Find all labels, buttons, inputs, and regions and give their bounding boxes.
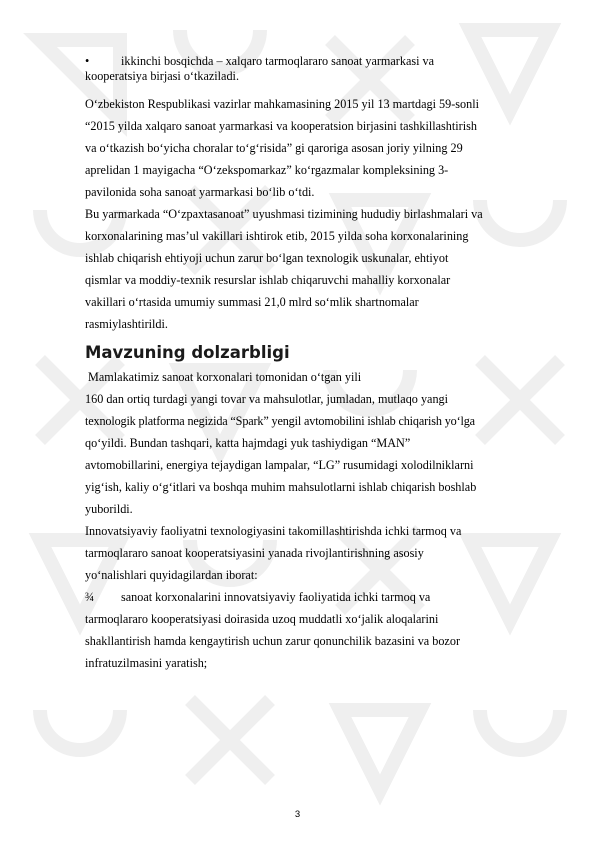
- paragraph-decree: [85, 93, 547, 203]
- bullet-list-item: [85, 54, 547, 69]
- paragraph-line: yuborildi.: [85, 502, 133, 516]
- paragraph-line: va o‘tkazish bo‘yicha choralar to‘g‘risida” gi qaroriga asosan joriy yilning 29: [85, 141, 463, 155]
- document-page: [85, 54, 547, 674]
- paragraph-line: yo‘nalishlari quyidagilardan iborat:: [85, 568, 258, 582]
- paragraph-line: korxonalarining mas’ul vakillari ishtirok etib, 2015 yilda soha korxonalarining: [85, 229, 469, 243]
- section-heading: Mavzuning dolzarbligi: [85, 343, 290, 362]
- paragraph-line: texnologik platforma negizida “Spark” yengil avtomobilini ishlab chiqarish yo‘lga: [85, 414, 475, 428]
- paragraph-line: Innovatsiyaviy faoliyatni texnologiyasini takomillashtirishda ichki tarmoq va: [85, 524, 462, 538]
- paragraph-line: pavilonida soha sanoat yarmarkasi bo‘lib o‘tdi.: [85, 185, 315, 199]
- paragraph-line: Mamlakatimiz sanoat korxonalari tomonidan o‘tgan yili: [85, 370, 362, 384]
- paragraph-line: qo‘yildi. Bundan tashqari, katta hajmdagi yuk tashiydigan “MAN”: [85, 436, 411, 450]
- list-text-line: shakllantirish hamda kengaytirish uchun zarur qonunchilik bazasini va bozor: [85, 634, 460, 648]
- list-marker: ¾: [85, 590, 95, 604]
- paragraph-line: “2015 yilda xalqaro sanoat yarmarkasi va kooperatsion birjasini tashkillashtirish: [85, 119, 477, 133]
- paragraph-relevance: [85, 366, 547, 520]
- page-number: 3: [294, 809, 301, 820]
- paragraph-line: tarmoqlararo sanoat kooperatsiyasini yanada rivojlantirishning asosiy: [85, 546, 424, 560]
- paragraph-line: qismlar va moddiy-texnik resurslar ishlab chiqaruvchi mahalliy korxonalar: [85, 273, 451, 287]
- paragraph-line: O‘zbekiston Respublikasi vazirlar mahkamasining 2015 yil 13 martdagi 59-sonli: [85, 97, 479, 111]
- paragraph-line: ishlab chiqarish ehtiyoji uchun zarur bo‘lgan texnologik uskunalar, ehtiyot: [85, 251, 449, 265]
- bullet-marker: •: [85, 54, 90, 68]
- paragraph-line: 160 dan ortiq turdagi yangi tovar va mahsulotlar, jumladan, mutlaqo yangi: [85, 392, 449, 406]
- list-text-line: tarmoqlararo kooperatsiyasi doirasida uzoq muddatli xo‘jalik aloqalarini: [85, 612, 439, 626]
- paragraph-line: avtomobillarini, energiya tejaydigan lampalar, “LG” rusumidagi xolodilniklarni: [85, 458, 474, 472]
- bullet-text-line-1: ikkinchi bosqichda – xalqaro tarmoqlararo sanoat yarmarkasi va: [121, 54, 435, 68]
- paragraph-line: rasmiylashtirildi.: [85, 317, 168, 331]
- paragraph-fair: [85, 203, 547, 335]
- paragraph-line: yig‘ish, kaliy o‘g‘itlari va boshqa muhim mahsulotlarni ishlab chiqarish boshlab: [85, 480, 477, 494]
- paragraph-directions: [85, 520, 547, 586]
- paragraph-line: aprelidan 1 mayigacha “O‘zekspomarkaz” ko‘rgazmalar kompleksining 3-: [85, 163, 449, 177]
- list-text-line: infratuzilmasini yaratish;: [85, 656, 208, 670]
- bullet-text-line-2: kooperatsiya birjasi o‘tkaziladi.: [85, 69, 239, 83]
- paragraph-line: vakillari o‘rtasida umumiy summasi 21,0 mlrd so‘mlik shartnomalar: [85, 295, 419, 309]
- list-text-line-1: sanoat korxonalarini innovatsiyaviy faoliyatida ichki tarmoq va: [121, 590, 431, 604]
- paragraph-line: Bu yarmarkada “O‘zpaxtasanoat” uyushmasi tizimining hududiy birlashmalari va: [85, 207, 483, 221]
- list-item: [85, 586, 547, 608]
